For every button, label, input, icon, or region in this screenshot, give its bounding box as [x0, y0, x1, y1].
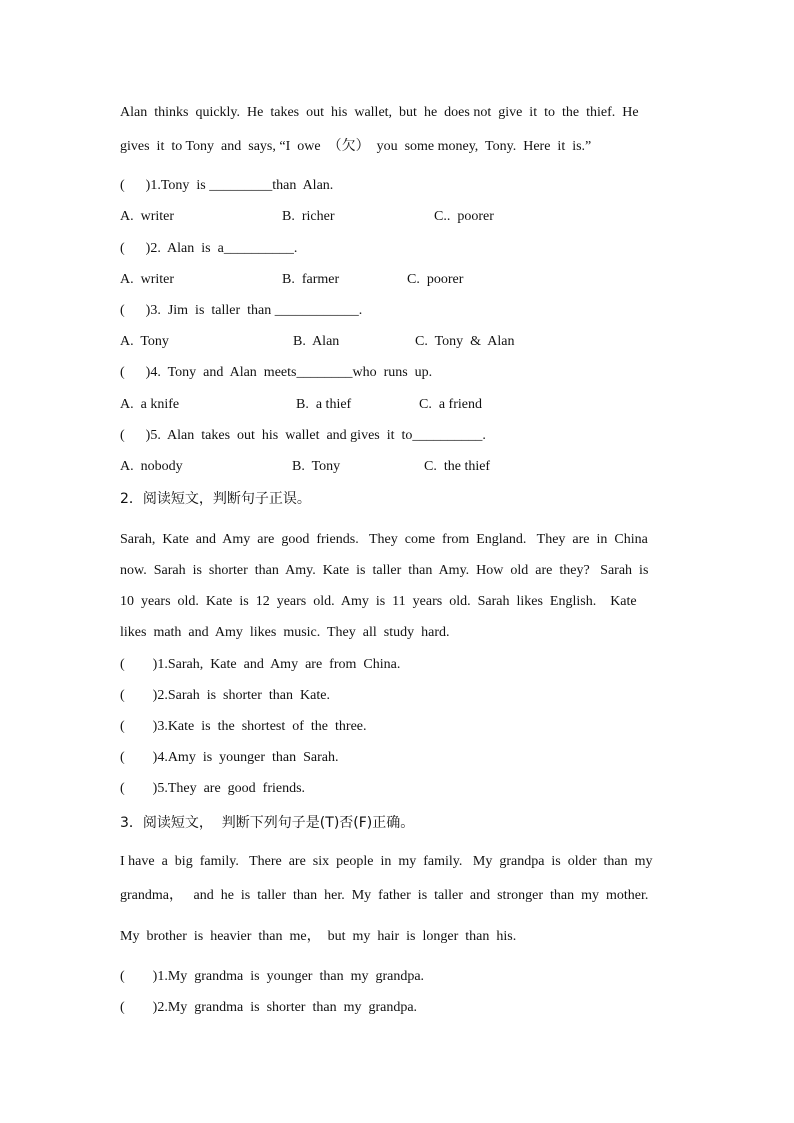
option-b: B. richer [282, 209, 335, 224]
option-a: A. nobody [120, 459, 183, 474]
option-c: C. the thief [424, 459, 491, 474]
question-stem: ( )4. Tony and Alan meets________who runs up. [120, 365, 433, 380]
passage-line: Sarah, Kate and Amy are good friends. They come from England. They are in China [120, 532, 648, 547]
option-b: B. a thief [296, 397, 352, 412]
judgement-item: ( )1.Sarah, Kate and Amy are from China. [120, 657, 401, 672]
option-a: A. writer [120, 272, 175, 287]
question-stem: ( )2. Alan is a__________. [120, 241, 298, 256]
passage-line: My brother is heavier than me， but my hair is longer than his. [120, 929, 517, 944]
option-b: B. Alan [293, 334, 340, 349]
judgement-item: ( )3.Kate is the shortest of the three. [120, 719, 367, 734]
option-a: A. a knife [120, 397, 180, 412]
section-heading: 2．阅读短文，判断句子正误。 [120, 491, 311, 507]
judgement-item: ( )2.Sarah is shorter than Kate. [120, 688, 330, 703]
passage-line: I have a big family. There are six people in my family. My grandpa is older than my [120, 854, 653, 869]
passage-line: Alan thinks quickly. He takes out his wallet, but he does not give it to the thief. He [120, 105, 639, 120]
judgement-item: ( )1.My grandma is younger than my grandpa. [120, 969, 425, 984]
option-b: B. Tony [292, 459, 341, 474]
question-stem: ( )3. Jim is taller than ____________. [120, 303, 363, 318]
passage-line: grandma， and he is taller than her. My father is taller and stronger than my mother. [120, 888, 649, 903]
option-b: B. farmer [282, 272, 340, 287]
passage-line: now. Sarah is shorter than Amy. Kate is taller than Amy. How old are they? Sarah is [120, 563, 649, 578]
option-c: C. a friend [419, 397, 482, 412]
option-a: A. writer [120, 209, 175, 224]
section-heading: 3．阅读短文， 判断下列句子是(T)否(F)正确。 [120, 815, 415, 831]
judgement-item: ( )2.My grandma is shorter than my grandpa. [120, 1000, 418, 1015]
option-c: C. Tony & Alan [415, 334, 515, 349]
passage-line: 10 years old. Kate is 12 years old. Amy is 11 years old. Sarah likes English. Kate [120, 594, 637, 609]
question-stem: ( )1.Tony is _________than Alan. [120, 178, 334, 193]
passage-line: gives it to Tony and says, “I owe （欠） you some money, Tony. Here it is.” [120, 139, 592, 154]
passage-line: likes math and Amy likes music. They all study hard. [120, 625, 450, 640]
option-c: C.. poorer [434, 209, 494, 224]
question-stem: ( )5. Alan takes out his wallet and gives it to__________. [120, 428, 486, 443]
option-c: C. poorer [407, 272, 464, 287]
judgement-item: ( )4.Amy is younger than Sarah. [120, 750, 339, 765]
judgement-item: ( )5.They are good friends. [120, 781, 306, 796]
option-a: A. Tony [120, 334, 169, 349]
